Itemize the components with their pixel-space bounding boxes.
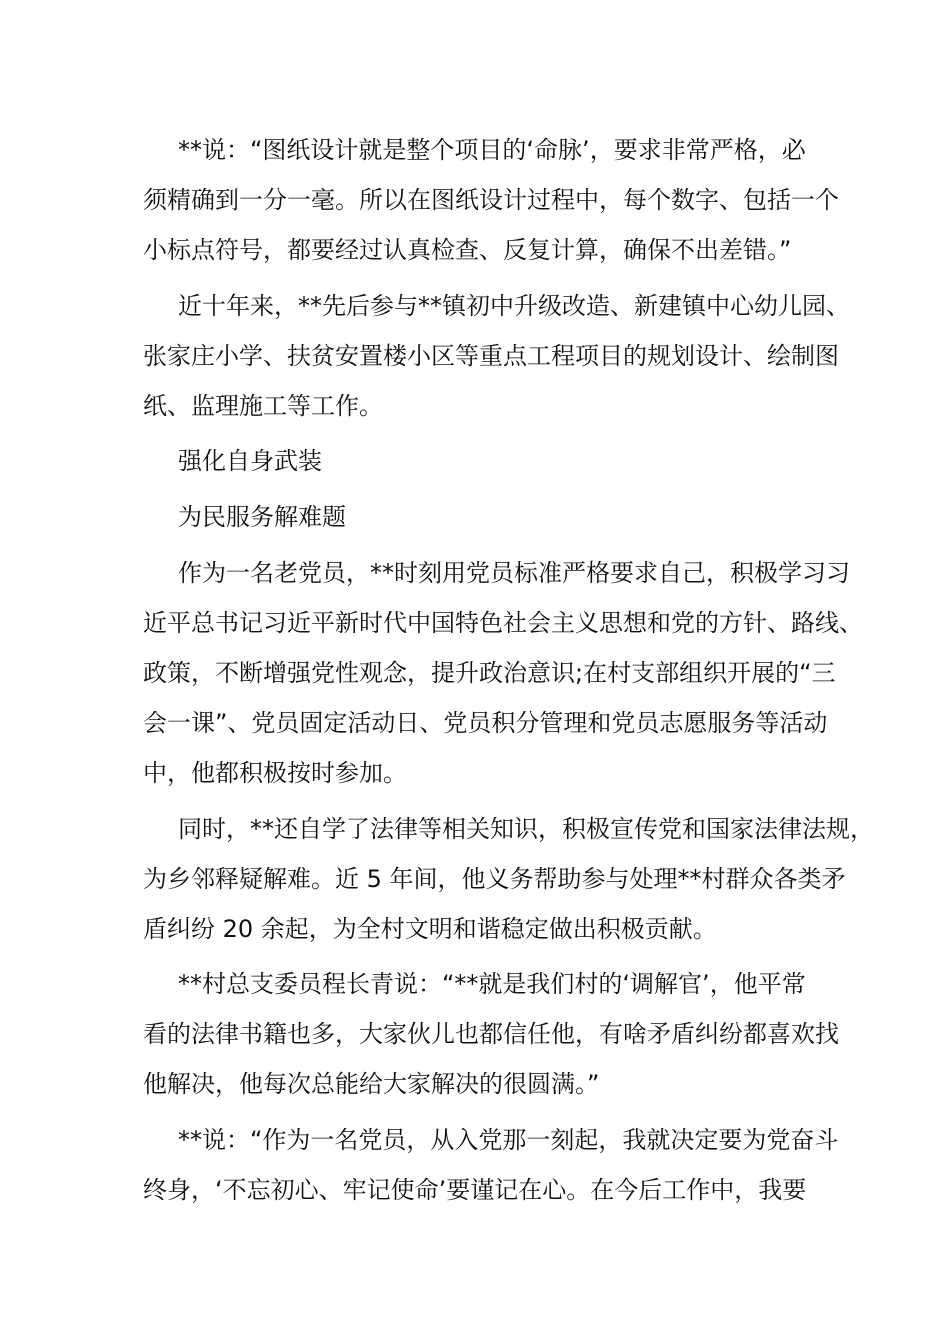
paragraph-3-line-5: 中，他都积极按时参加。 xyxy=(143,759,407,787)
paragraph-3-line-1: 作为一名老党员，**时刻用党员标准严格要求自己，积极学习习 xyxy=(178,559,850,587)
paragraph-6-line-2: 终身，‘不忘初心、牢记使命’要谨记在心。在今后工作中，我要 xyxy=(143,1176,807,1204)
paragraph-1-line-2: 须精确到一分一毫。所以在图纸设计过程中，每个数字、包括一个 xyxy=(143,186,839,214)
paragraph-6-line-1: **说：“作为一名党员，从入党那一刻起，我就决定要为党奋斗 xyxy=(178,1126,839,1154)
paragraph-1-line-1: **说：“图纸设计就是整个项目的‘命脉’，要求非常严格，必 xyxy=(178,136,806,164)
paragraph-3-line-3: 政策，不断增强党性观念，提升政治意识;在村支部组织开展的“三 xyxy=(143,659,836,687)
paragraph-4-line-1: 同时，**还自学了法律等相关知识，积极宣传党和国家法律法规， xyxy=(178,815,874,843)
paragraph-5-line-2: 看的法律书籍也多，大家伙儿也都信任他，有啥矛盾纠纷都喜欢找 xyxy=(143,1020,839,1048)
paragraph-1-line-3: 小标点符号，都要经过认真检查、反复计算，确保不出差错。” xyxy=(143,236,792,264)
section-heading-1: 强化自身武装 xyxy=(178,447,322,475)
paragraph-5-line-3: 他解决，他每次总能给大家解决的很圆满。” xyxy=(143,1070,600,1098)
paragraph-5-line-1: **村总支委员程长青说：“**就是我们村的‘调解官’，他平常 xyxy=(178,970,806,998)
paragraph-4-line-2: 为乡邻释疑解难。近 5 年间，他义务帮助参与处理**村群众各类矛 xyxy=(143,865,846,893)
section-heading-2: 为民服务解难题 xyxy=(178,503,346,531)
paragraph-2-line-1: 近十年来，**先后参与**镇初中升级改造、新建镇中心幼儿园、 xyxy=(178,292,850,320)
paragraph-3-line-2: 近平总书记习近平新时代中国特色社会主义思想和党的方针、路线、 xyxy=(143,609,863,637)
paragraph-2-line-3: 纸、监理施工等工作。 xyxy=(143,392,383,420)
paragraph-2-line-2: 张家庄小学、扶贫安置楼小区等重点工程项目的规划设计、绘制图 xyxy=(143,342,839,370)
paragraph-3-line-4: 会一课”、党员固定活动日、党员积分管理和党员志愿服务等活动 xyxy=(143,709,828,737)
paragraph-4-line-3: 盾纠纷 20 余起，为全村文明和谐稳定做出积极贡献。 xyxy=(143,915,717,943)
